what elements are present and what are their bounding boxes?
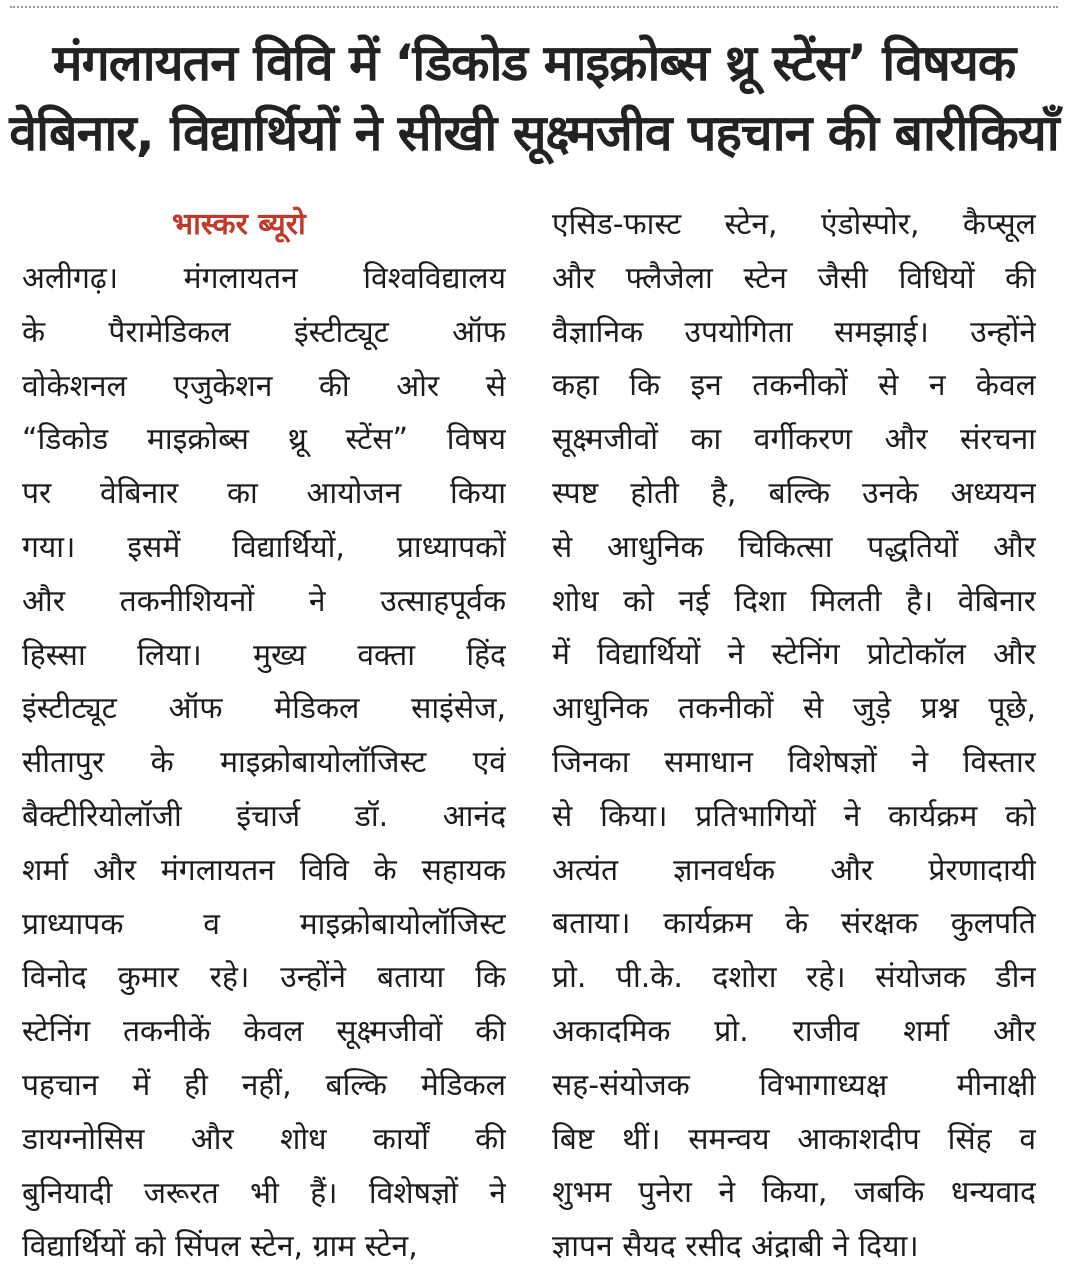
article-text-line: डायग्नोसिस और शोध कार्यों की (22, 1121, 506, 1157)
article-text-line: वैज्ञानिक उपयोगिता समझाई। उन्होंने (552, 314, 1036, 350)
article-text-line: शोध को नई दिशा मिलती है। वेबिनार (552, 583, 1036, 619)
article-text-line: कहा कि इन तकनीकों से न केवल (552, 368, 1036, 404)
article-column-right (552, 198, 1036, 1274)
article-text-line: एसिड-फास्ट स्टेन, एंडोस्पोर, कैप्सूल (552, 207, 1036, 242)
article-text-line: विनोद कुमार रहे। उन्होंने बताया कि (22, 960, 506, 996)
article-text-line: के पैरामेडिकल इंस्टीट्यूट ऑफ (22, 314, 506, 350)
top-dotted-rule (10, 6, 1058, 8)
article-text-line: पर वेबिनार का आयोजन किया (22, 476, 506, 512)
right-column-lines (552, 198, 1036, 1274)
headline (0, 28, 1068, 168)
article-text-line: बताया। कार्यक्रम के संरक्षक कुलपति (552, 906, 1036, 942)
article-text-line: प्रो. पी.के. दशोरा रहे। संयोजक डीन (552, 960, 1036, 996)
article-text-line: से आधुनिक चिकित्सा पद्धतियों और (552, 529, 1036, 565)
article-column-left (22, 198, 506, 1274)
article-text-line: वोकेशनल एजुकेशन की ओर से (22, 368, 506, 404)
article-text-line: सूक्ष्मजीवों का वर्गीकरण और संरचना (552, 422, 1036, 458)
article-text-line: में विद्यार्थियों ने स्टेनिंग प्रोटोकॉल और (552, 637, 1036, 673)
article-text-line: और फ्लैजेला स्टेन जैसी विधियों की (552, 260, 1036, 296)
article-text-line: जिनका समाधान विशेषज्ञों ने विस्तार (552, 744, 1036, 780)
article-text-line: इंस्टीट्यूट ऑफ मेडिकल साइंसेज, (22, 691, 506, 727)
article-text-line: ज्ञापन सैयद रसीद अंद्राबी ने दिया। (552, 1229, 919, 1265)
article-text-line: और तकनीशियनों ने उत्साहपूर्वक (22, 583, 506, 619)
article-text-line: स्पष्ट होती है, बल्कि उनके अध्ययन (552, 475, 1036, 511)
headline-line-1: मंगलायतन विवि में ‘डिकोड माइक्रोब्स थ्रू स्टेंस’ विषयक (52, 34, 1016, 92)
article-text-line: गया। इसमें विद्यार्थियों, प्राध्यापकों (22, 529, 506, 565)
article-text-line: सीतापुर के माइक्रोबायोलॉजिस्ट एवं (22, 745, 506, 781)
article-text-line: स्टेनिंग तकनीकें केवल सूक्ष्मजीवों की (22, 1014, 506, 1050)
article-text-line: पहचान में ही नहीं, बल्कि मेडिकल (22, 1067, 506, 1103)
article-text-line: शर्मा और मंगलायतन विवि के सहायक (22, 852, 506, 888)
article-text-line: प्राध्यापक व माइक्रोबायोलॉजिस्ट (22, 906, 506, 942)
article-text-line: से किया। प्रतिभागियों ने कार्यक्रम को (552, 798, 1036, 834)
article-text-line: बुनियादी जरूरत भी हैं। विशेषज्ञों ने (22, 1175, 506, 1211)
article-text-line: विद्यार्थियों को सिंपल स्टेन, ग्राम स्टेन, (22, 1229, 418, 1265)
article-text-line: हिस्सा लिया। मुख्य वक्ता हिंद (22, 637, 506, 673)
article-text-line: बैक्टीरियोलॉजी इंचार्ज डॉ. आनंद (22, 798, 506, 834)
left-column-lines (22, 252, 506, 1274)
headline-line-2: वेबिनार, विद्यार्थियों ने सीखी सूक्ष्मजीव पहचान की बारीकियाँ (9, 104, 1059, 162)
article-text-line: सह-संयोजक विभागाध्यक्ष मीनाक्षी (552, 1067, 1036, 1103)
article-body (22, 198, 1048, 1268)
article-text-line: आधुनिक तकनीकों से जुड़े प्रश्न पूछे, (552, 691, 1036, 727)
byline: भास्कर ब्यूरो (172, 207, 306, 242)
article-text-line: अलीगढ़। मंगलायतन विश्वविद्यालय (22, 261, 506, 296)
article-text-line: “डिकोड माइक्रोब्स थ्रू स्टेंस” विषय (22, 422, 506, 458)
article-text-line: अत्यंत ज्ञानवर्धक और प्रेरणादायी (552, 852, 1036, 888)
article-text-line: शुभम पुनेरा ने किया, जबकि धन्यवाद (552, 1175, 1036, 1211)
article-text-line: बिष्ट थीं। समन्वय आकाशदीप सिंह व (552, 1121, 1036, 1157)
article-text-line: अकादमिक प्रो. राजीव शर्मा और (552, 1013, 1036, 1049)
